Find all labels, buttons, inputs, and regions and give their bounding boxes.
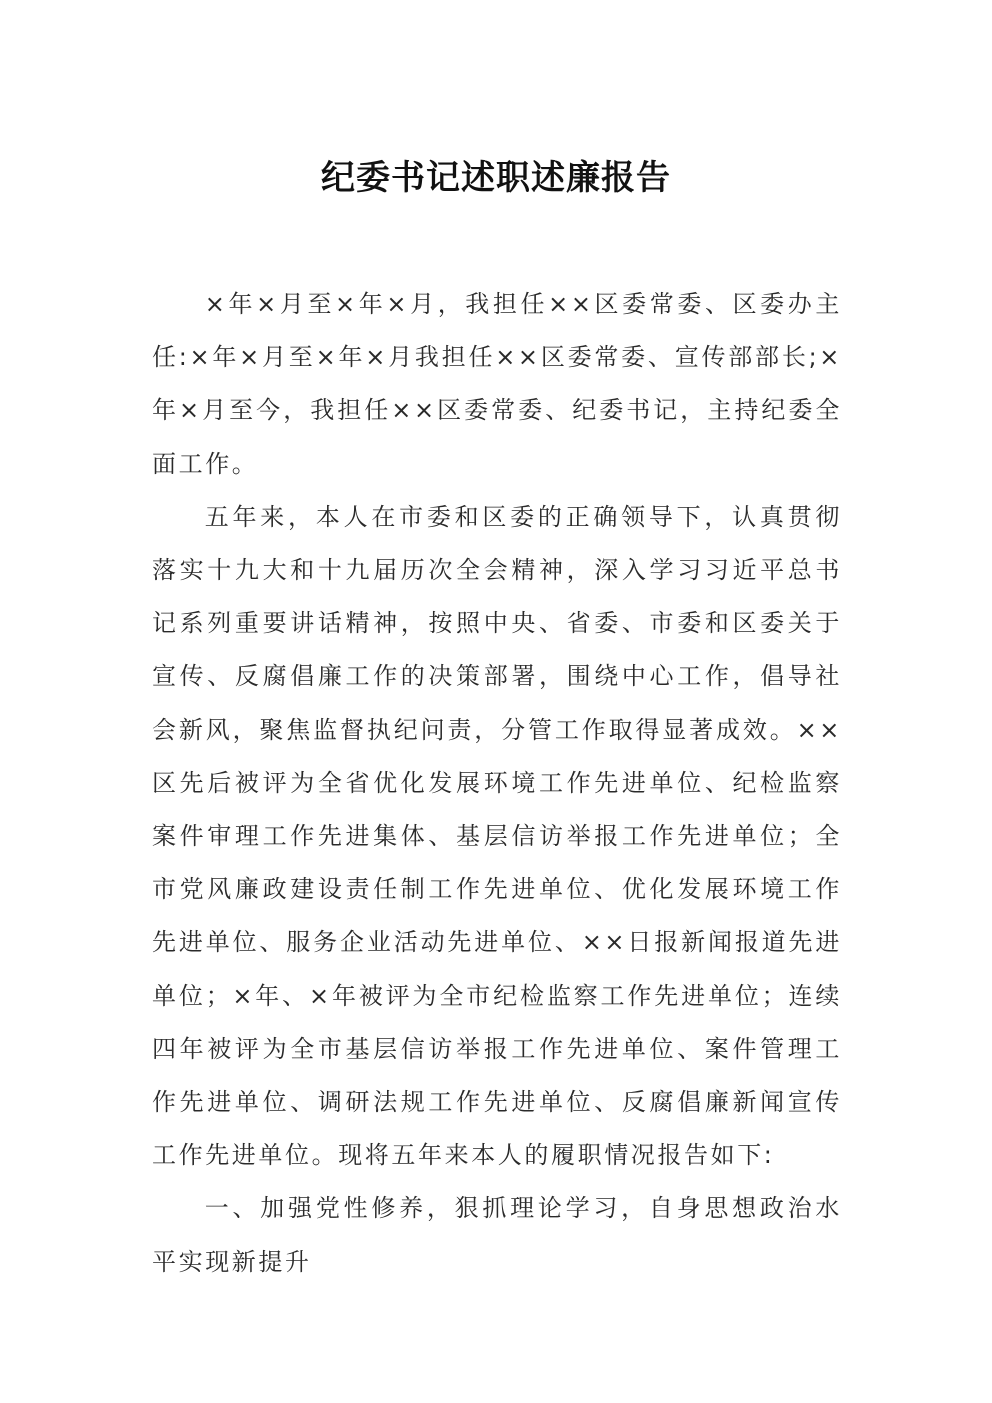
document-title: 纪委书记述职述廉报告 xyxy=(321,158,671,198)
section-heading-1: 一、加强党性修养，狠抓理论学习，自身思想政治水平实现新提升 xyxy=(152,1194,842,1276)
paragraph-tenure: ×年×月至×年×月，我担任××区委常委、区委办主任:×年×月至×年×月我担任××区委常委、宣传部部长;×年×月至今，我担任××区委常委、纪委书记，主持纪委全面工作。 xyxy=(152,290,842,478)
paragraph-achievements: 五年来，本人在市委和区委的正确领导下，认真贯彻落实十九大和十九届历次全会精神，深入学习习近平总书记系列重要讲话精神，按照中央、省委、市委和区委关于宣传、反腐倡廉工作的决策部署，围绕中心工作，倡导社会新风，聚焦监督执纪问责，分管工作取得显著成效。××区先后被评为全省优化发展环境工作先进单位、纪检监察案件审理工作先进集体、基层信访举报工作先进单位；全市党风廉政建设责任制工作先进单位、优化发展环境工作先进单位、服务企业活动先进单位、××日报新闻报道先进单位；×年、×年被评为全市纪检监察工作先进单位；连续四年被评为全市基层信访举报工作先进单位、案件管理工作先进单位、调研法规工作先进单位、反腐倡廉新闻宣传工作先进单位。现将五年来本人的履职情况报告如下: xyxy=(152,502,842,1170)
document-body xyxy=(152,278,842,1289)
